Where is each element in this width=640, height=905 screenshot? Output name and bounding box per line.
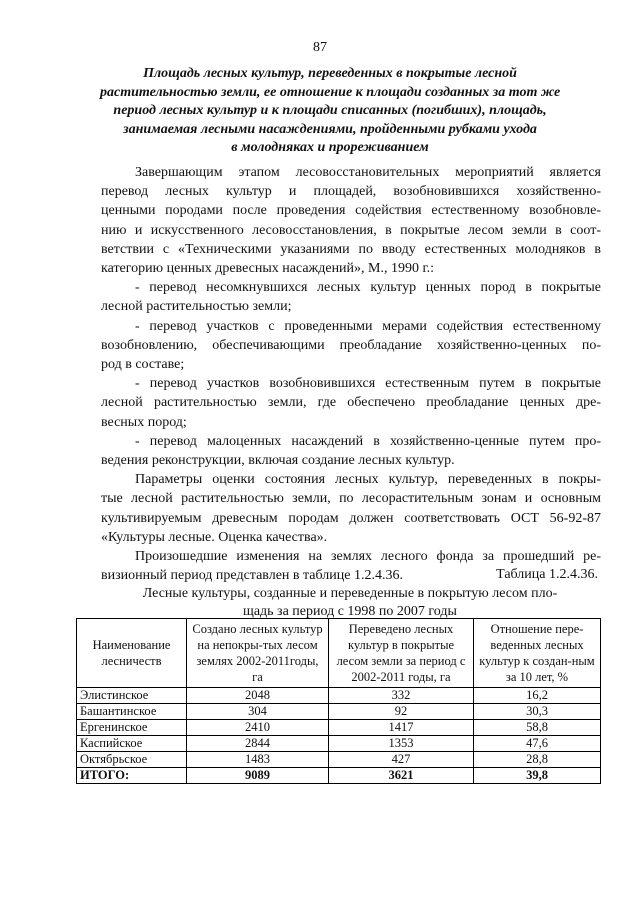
forestry-name-cell: Элистинское: [77, 688, 187, 704]
section-heading: [100, 65, 560, 158]
forestry-name-cell: Ергенинское: [77, 720, 187, 736]
header-created: Создано лесных культур на непокры-тых лесом землях 2002-2011годы, га: [187, 619, 329, 688]
ratio-cell: 16,2: [474, 688, 601, 704]
heading-line: в молодняках и прореживанием: [231, 140, 429, 156]
created-cell: 2048: [187, 688, 329, 704]
total-created-cell: 9089: [187, 768, 329, 784]
table-row: [77, 752, 601, 768]
body-line: весных пород;: [101, 414, 187, 430]
transferred-cell: 427: [329, 752, 474, 768]
body-line: род в составе;: [101, 357, 185, 373]
body-line: - перевод участков возобновившихся естественным путем в покрытые: [135, 376, 601, 392]
body-line: - перевод несомкнувшихся лесных культур ценных пород в покрытые: [135, 280, 601, 296]
body-line: - перевод участков с проведенными мерами содействия естественному: [135, 318, 601, 334]
body-line: категорию ценных древесных насаждений», М., 1990 г.:: [101, 261, 435, 277]
ratio-cell: 28,8: [474, 752, 601, 768]
created-cell: 2410: [187, 720, 329, 736]
table-row: [77, 704, 601, 720]
table-title-line: Лесные культуры, созданные и переведенные в покрытую лесом пло-: [142, 586, 558, 601]
header-forestry-name: Наименование лесничеств: [77, 619, 187, 688]
body-line: ведения реконструкции, включая создание лесных культур.: [101, 453, 455, 469]
ratio-cell: 30,3: [474, 704, 601, 720]
ratio-cell: 58,8: [474, 720, 601, 736]
body-line: лесной растительностью земли, где обеспечено преобладание ценных дре-: [101, 395, 601, 411]
total-forestry-name-cell: ИТОГО:: [77, 768, 187, 784]
table-label: Таблица 1.2.4.36.: [496, 567, 598, 582]
body-line: лесной растительностью земли;: [101, 299, 292, 315]
body-line: - перевод малоценных насаждений в хозяйственно-ценные путем про-: [135, 433, 601, 449]
forest-cultures-table: [76, 618, 601, 784]
created-cell: 1483: [187, 752, 329, 768]
header-ratio: Отношение пере-веденных лесных культур к создан-ным за 10 лет, %: [474, 619, 601, 688]
body-line: тые лесной растительностью земли, по лесорастительным зонам и основным: [101, 491, 601, 507]
forestry-name-cell: Башантинское: [77, 704, 187, 720]
ratio-cell: 47,6: [474, 736, 601, 752]
table-total-row: [77, 768, 601, 784]
created-cell: 2844: [187, 736, 329, 752]
total-ratio-cell: 39,8: [474, 768, 601, 784]
body-line: ценными породами после проведения содействия естественному возобновле-: [101, 203, 601, 219]
body-line: возобновлению, обеспечивающими преобладание хозяйственно-ценных по-: [101, 337, 601, 353]
forestry-name-cell: Октябрьское: [77, 752, 187, 768]
heading-line: период лесных культур и к площади списанных (погибших), площадь,: [113, 103, 547, 119]
body-line: нию и искусственного лесовосстановления, в покрытые лесом земли в соот-: [101, 222, 601, 238]
body-line: ветствии с «Техническими указаниями по вводу естественных молодняков в: [101, 241, 601, 257]
table-title: [100, 585, 600, 621]
table-title-line: щадь за период с 1998 по 2007 годы: [243, 604, 457, 619]
body-line: Параметры оценки состояния лесных культур, переведенных в покры-: [135, 472, 601, 488]
transferred-cell: 1417: [329, 720, 474, 736]
total-transferred-cell: 3621: [329, 768, 474, 784]
transferred-cell: 92: [329, 704, 474, 720]
body-line: визионный период представлен в таблице 1.2.4.36.: [101, 568, 403, 584]
heading-line: Площадь лесных культур, переведенных в покрытые лесной: [143, 66, 517, 81]
page-number: 87: [313, 40, 327, 55]
heading-line: занимаемая лесными насаждениями, пройденными рубками ухода: [123, 121, 537, 137]
table-row: [77, 736, 601, 752]
header-transferred: Переведено лесных культур в покрытые лесом земли за период с 2002-2011 годы, га: [329, 619, 474, 688]
table-row: [77, 688, 601, 704]
body-line: «Культуры лесные. Оценка качества».: [101, 529, 328, 545]
body-line: перевод лесных культур и площадей, возобновившихся хозяйственно-: [101, 184, 601, 200]
transferred-cell: 332: [329, 688, 474, 704]
body-line: Завершающим этапом лесовосстановительных мероприятий является: [135, 165, 601, 180]
created-cell: 304: [187, 704, 329, 720]
body-text: [101, 163, 601, 585]
body-line: Произошедшие изменения на землях лесного фонда за прошедший ре-: [135, 549, 601, 565]
table-row: [77, 720, 601, 736]
table-header-row: [77, 619, 601, 688]
forestry-name-cell: Каспийское: [77, 736, 187, 752]
heading-line: растительностью земли, ее отношение к площади созданных за тот же: [100, 84, 561, 100]
body-line: культивируемым древесным породам должен соответствовать ОСТ 56-92-87: [101, 510, 601, 526]
transferred-cell: 1353: [329, 736, 474, 752]
